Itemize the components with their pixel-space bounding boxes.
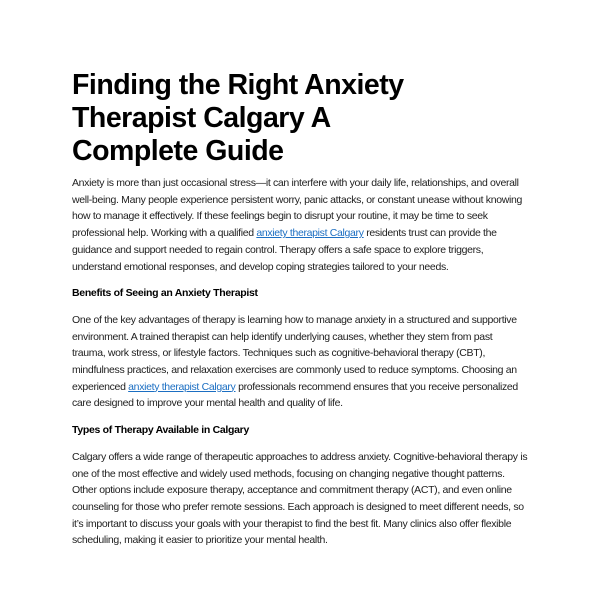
benefits-text-after-link: professionals recommend ensures that you receive personalized care designed to improve your mental health and quality of life. <box>72 380 518 410</box>
document-title-line-3: Complete Guide <box>72 135 284 167</box>
section-heading-benefits: Benefits of Seeing an Anxiety Therapist <box>72 287 258 300</box>
intro-text-before-link: Anxiety is more than just occasional stress—it can interfere with your daily life, relationships, and overall well-being. Many people experience persistent worry, panic attacks, or constant unease without knowing how to manage it effectively. If these feelings begin to disrupt your routine, it may be time to seek professional help. Working with a qualified <box>72 177 522 240</box>
intro-paragraph <box>72 175 528 275</box>
section-heading-types: Types of Therapy Available in Calgary <box>72 424 249 437</box>
document-title-line-1: Finding the Right Anxiety <box>72 69 404 101</box>
types-paragraph: Calgary offers a wide range of therapeutic approaches to address anxiety. Cognitive-behavioral therapy is one of the most effective and widely used methods, focusing on changing negative thought patterns. Other options include exposure therapy, acceptance and commitment therapy (ACT), and even online counseling for those who prefer remote sessions. Each approach is designed to meet different needs, so it’s important to discuss your goals with your therapist to find the best fit. Many clinics also offer flexible scheduling, making it easier to prioritize your mental health. <box>72 450 528 547</box>
anxiety-therapist-calgary-link-1[interactable]: anxiety therapist Calgary <box>256 227 364 240</box>
document-title <box>72 69 528 168</box>
benefits-paragraph <box>72 312 528 412</box>
document-title-line-2: Therapist Calgary A <box>72 102 331 134</box>
anxiety-therapist-calgary-link-2[interactable]: anxiety therapist Calgary <box>128 380 236 393</box>
intro-text-after-link: residents trust can provide the guidance and support needed to regain control. Therapy offers a safe space to explore triggers, understand emotional responses, and develop coping strategies tailored to your needs. <box>72 227 497 273</box>
benefits-text-before-link: One of the key advantages of therapy is learning how to manage anxiety in a structured and supportive environment. A trained therapist can help identify underlying causes, whether they stem from past trauma, work stress, or lifestyle factors. Techniques such as cognitive-behavioral therapy (CBT), mindfulness practices, and relaxation exercises are commonly used to reduce symptoms. Choosing an experienced <box>72 313 517 393</box>
